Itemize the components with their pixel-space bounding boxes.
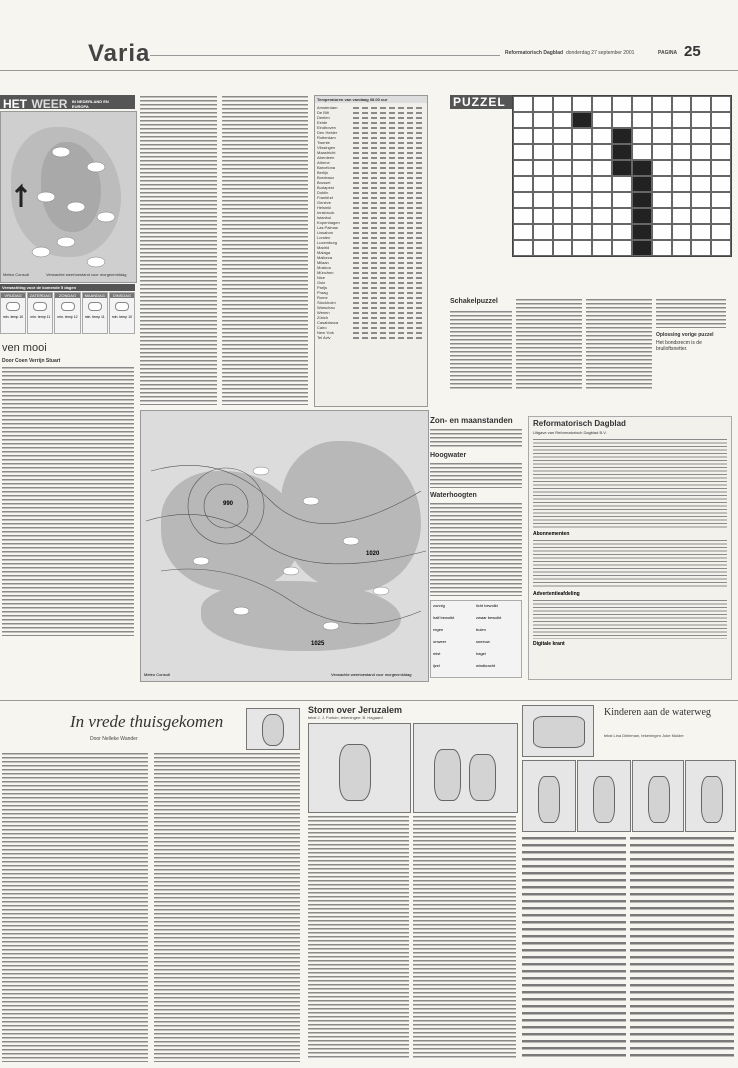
crossword-cell <box>691 96 711 112</box>
crossword-cell <box>652 112 672 128</box>
city-name: Genève <box>317 200 332 205</box>
puzzle-clues-4 <box>656 298 726 328</box>
temperature-values <box>353 272 425 274</box>
temperature-values <box>353 277 425 279</box>
crossword-cell <box>711 160 731 176</box>
outlook-day: MAANDAG min. temp 11 <box>82 292 108 334</box>
weather-text-column-2 <box>222 95 308 405</box>
city-name: Londen <box>317 235 331 240</box>
comic-panel <box>308 723 411 813</box>
crossword-cell <box>553 240 573 256</box>
crossword-cell <box>572 144 592 160</box>
crossword-cell <box>572 192 592 208</box>
header-rule <box>150 55 500 56</box>
europe-weather-map <box>140 410 429 682</box>
crossword-cell <box>672 192 692 208</box>
crossword-cell <box>711 176 731 192</box>
crossword-cell <box>711 240 731 256</box>
temperature-values <box>353 252 425 254</box>
city-name: De Bilt <box>317 110 329 115</box>
crossword-cell <box>691 224 711 240</box>
high-water-title: Hoogwater <box>430 452 467 459</box>
temperature-values <box>353 117 425 119</box>
feuilleton-author: Door Nelleke Wander <box>90 736 138 742</box>
crossword-cell <box>672 240 692 256</box>
crossword-cell <box>691 112 711 128</box>
crossword-cell <box>612 160 632 176</box>
city-name: Oslo <box>317 280 326 285</box>
comic-text-2 <box>413 815 516 1060</box>
city-name: Milaan <box>317 260 329 265</box>
crossword-cell <box>513 160 533 176</box>
kids-credit: tekst Lina Dieleman, tekeningen Joke Mulder <box>604 733 684 738</box>
crossword-cell <box>672 96 692 112</box>
crossword-cell <box>652 224 672 240</box>
city-name: Rotterdam <box>317 135 336 140</box>
europe-map-credit: Meteo Consult <box>144 672 170 677</box>
city-name: New York <box>317 330 334 335</box>
city-name: Parijs <box>317 285 328 290</box>
city-name: Warschau <box>317 305 335 310</box>
newspaper-name: Reformatorisch Dagblad <box>505 50 564 56</box>
section-title: Varia <box>88 40 151 67</box>
crossword-cell <box>652 160 672 176</box>
temperature-values <box>353 282 425 284</box>
city-name: Praag <box>317 290 328 295</box>
crossword-cell <box>553 176 573 192</box>
temperature-values <box>353 267 425 269</box>
weather-icons <box>1 112 136 282</box>
crossword-cell <box>533 192 553 208</box>
crossword-cell <box>572 208 592 224</box>
weather-title-left: HET <box>3 97 27 111</box>
crossword-cell <box>592 224 612 240</box>
weather-subtitle: IN NEDERLAND EN EUROPA <box>71 98 109 109</box>
crossword-cell <box>592 176 612 192</box>
kids-title: Kinderen aan de waterweg <box>604 707 711 718</box>
crossword-cell <box>672 160 692 176</box>
crossword-cell <box>632 240 652 256</box>
city-name: Barcelona <box>317 165 336 170</box>
crossword-cell <box>711 224 731 240</box>
crossword-cell <box>652 192 672 208</box>
map-caption: Verwachte weertoestand voor morgenmiddag <box>46 272 127 277</box>
temperature-values <box>353 207 425 209</box>
temperature-values <box>353 197 425 199</box>
crossword-cell <box>711 208 731 224</box>
city-name: Dublin <box>317 190 329 195</box>
crossword-cell <box>533 128 553 144</box>
kids-panel <box>685 760 736 832</box>
puzzle-solution-label: Oplossing vorige puzzel <box>656 332 714 338</box>
crossword-cell <box>612 208 632 224</box>
colophon-sub: Uitgave van Reformatorisch Dagblad B.V. <box>533 430 607 435</box>
cloud-icon <box>33 302 47 311</box>
temperature-values <box>353 247 425 249</box>
crossword-cell <box>533 208 553 224</box>
section-divider <box>0 700 738 701</box>
temperature-values <box>353 182 425 184</box>
crossword-cell <box>533 112 553 128</box>
crossword-cell <box>533 240 553 256</box>
temperature-values <box>353 137 425 139</box>
temperature-values <box>353 162 425 164</box>
temperature-values <box>353 152 425 154</box>
outlook-title: Verwachting voor de komende 5 dagen <box>0 284 135 291</box>
city-name: Cairo <box>317 325 327 330</box>
city-name: Den Helder <box>317 130 338 135</box>
kids-text-2 <box>630 835 734 1060</box>
colophon-text-1 <box>533 438 727 528</box>
outlook-day: ZATERDAG min. temp 11 <box>27 292 53 334</box>
city-name: Deelen <box>317 115 330 120</box>
city-name: Luxemburg <box>317 240 338 245</box>
weather-text-column-1 <box>140 95 217 405</box>
city-name: Budapest <box>317 185 334 190</box>
city-name: Malaga <box>317 250 331 255</box>
city-name: Frankfurt <box>317 195 334 200</box>
city-name: Las Palmas <box>317 225 338 230</box>
crossword-grid <box>512 95 732 257</box>
crossword-cell <box>513 240 533 256</box>
crossword-cell <box>572 240 592 256</box>
sun-moon-title: Zon- en maanstanden <box>430 416 513 425</box>
crossword-cell <box>652 176 672 192</box>
temperature-values <box>353 257 425 259</box>
pressure-label: 990 <box>223 501 234 507</box>
temperature-values <box>353 177 425 179</box>
pressure-label: 1025 <box>311 641 325 647</box>
page-number: 25 <box>684 43 701 60</box>
crossword-cell <box>533 160 553 176</box>
crossword-cell <box>652 96 672 112</box>
temperature-values <box>353 232 425 234</box>
crossword-cell <box>691 192 711 208</box>
city-name: Kopenhagen <box>317 220 340 225</box>
crossword-cell <box>513 112 533 128</box>
water-levels-title: Waterhoogten <box>430 492 477 499</box>
crossword-cell <box>691 160 711 176</box>
cloud-icon <box>6 302 20 311</box>
water-levels-text <box>430 502 522 596</box>
city-name: Maastricht <box>317 150 336 155</box>
advertising-title: Advertentieafdeling <box>533 591 580 597</box>
crossword-cell <box>711 192 731 208</box>
crossword-cell <box>513 128 533 144</box>
crossword-cell <box>612 240 632 256</box>
crossword-cell <box>632 176 652 192</box>
crossword-cell <box>592 192 612 208</box>
temperature-row <box>317 335 425 340</box>
crossword-cell <box>513 208 533 224</box>
temperature-values <box>353 237 425 239</box>
crossword-cell <box>592 240 612 256</box>
crossword-cell <box>691 176 711 192</box>
temperature-values <box>353 242 425 244</box>
city-name: Zürich <box>317 315 329 320</box>
map-credit: Meteo Consult <box>3 272 29 277</box>
temperature-values <box>353 337 425 339</box>
crossword-cell <box>553 112 573 128</box>
city-name: Twente <box>317 140 330 145</box>
temperature-values <box>353 302 425 304</box>
crossword-cell <box>632 224 652 240</box>
weather-title-right: WEER <box>31 97 68 111</box>
temperature-values <box>353 317 425 319</box>
puzzle-clues-3 <box>586 298 652 390</box>
europe-map-caption: Verwachte weertoestand voor morgenmiddag <box>331 672 412 677</box>
kids-column <box>522 705 734 1062</box>
crossword-cell <box>632 160 652 176</box>
city-name: Athene <box>317 160 330 165</box>
crossword-cell <box>572 224 592 240</box>
kids-panel <box>522 760 576 832</box>
city-name: Istanbul <box>317 215 332 220</box>
crossword-cell <box>533 176 553 192</box>
crossword-cell <box>612 176 632 192</box>
crossword-cell <box>513 144 533 160</box>
colophon-text-2 <box>533 539 727 589</box>
crossword-cell <box>572 176 592 192</box>
crossword-cell <box>672 176 692 192</box>
city-name: Bordeaux <box>317 175 335 180</box>
temperature-values <box>353 187 425 189</box>
crossword-cell <box>513 96 533 112</box>
crossword-cell <box>553 96 573 112</box>
crossword-cell <box>592 208 612 224</box>
colophon-text-3 <box>533 599 727 639</box>
city-name: Aberdeen <box>317 155 335 160</box>
temperature-values <box>353 192 425 194</box>
crossword-cell <box>632 144 652 160</box>
crossword-cell <box>553 192 573 208</box>
crossword-cell <box>592 112 612 128</box>
crossword-cell <box>553 224 573 240</box>
colophon-box <box>528 416 732 680</box>
city-name: Wenen <box>317 310 330 315</box>
crossword-cell <box>533 224 553 240</box>
temperature-values <box>353 287 425 289</box>
temperature-values <box>353 202 425 204</box>
city-name: Tel Aviv <box>317 335 331 340</box>
crossword-cell <box>533 96 553 112</box>
outlook-day: DINSDAG min. temp 10 <box>109 292 135 334</box>
crossword-cell <box>672 144 692 160</box>
city-name: Madrid <box>317 245 330 250</box>
crossword-cell <box>691 240 711 256</box>
crossword-cell <box>632 208 652 224</box>
city-name: Moskou <box>317 265 332 270</box>
crossword-cell <box>672 112 692 128</box>
crossword-cell <box>652 144 672 160</box>
comic-panel <box>413 723 518 813</box>
crossword-cell <box>652 208 672 224</box>
crossword-cell <box>612 128 632 144</box>
temperature-values <box>353 147 425 149</box>
header-bottom-rule <box>0 70 738 71</box>
feuilleton-illustration <box>246 708 300 750</box>
crossword-cell <box>711 144 731 160</box>
puzzle-solution-text: Het bondsrecm is de bruiloftsnetter. <box>656 340 702 352</box>
city-name: Nice <box>317 275 326 280</box>
feuilleton-title: In vrede thuisgekomen <box>70 712 224 731</box>
city-name: Eelde <box>317 120 328 125</box>
page-label: PAGINA <box>658 50 678 56</box>
crossword-cell <box>612 96 632 112</box>
crossword-cell <box>592 160 612 176</box>
high-water-text <box>430 462 522 488</box>
kids-panel <box>577 760 631 832</box>
weather-legend: zonnig licht bewolkt half bewolkt zwaar bewolkt regen buien onweer sneeuw mist hagel ijzel windkracht <box>430 600 522 678</box>
outlook-day: VRIJDAG min. temp 10 <box>0 292 26 334</box>
crossword-cell <box>612 112 632 128</box>
crossword-cell <box>513 224 533 240</box>
temperature-values <box>353 107 425 109</box>
crossword-cell <box>513 192 533 208</box>
crossword-cell <box>592 144 612 160</box>
crossword-cell <box>592 96 612 112</box>
temperature-values <box>353 307 425 309</box>
temperature-values <box>353 212 425 214</box>
crossword-cell <box>652 240 672 256</box>
colophon-title: Reformatorisch Dagblad <box>533 419 626 428</box>
city-name: Amsterdam <box>317 105 338 110</box>
sun-moon-text <box>430 428 522 448</box>
crossword-cell <box>632 96 652 112</box>
temperature-values <box>353 312 425 314</box>
temperature-table-title: Temperaturen van vandaag 08.00 uur <box>315 96 427 103</box>
puzzle-subtitle: Schakelpuzzel <box>450 298 498 305</box>
weather-article-text <box>2 366 134 636</box>
city-name: Helsinki <box>317 205 332 210</box>
crossword-cell <box>572 96 592 112</box>
crossword-cell <box>553 208 573 224</box>
crossword-cell <box>553 128 573 144</box>
weather-byline: Door Coen Verrijn Stuart <box>2 358 61 364</box>
cloud-icon <box>115 302 129 311</box>
city-name: München <box>317 270 334 275</box>
temperature-values <box>353 122 425 124</box>
temperature-values <box>353 142 425 144</box>
crossword-cell <box>572 112 592 128</box>
crossword-cell <box>672 128 692 144</box>
crossword-cell <box>711 112 731 128</box>
crossword-cell <box>691 144 711 160</box>
crossword-cell <box>632 192 652 208</box>
city-name: Brussel <box>317 180 331 185</box>
feuilleton-column-2 <box>154 752 300 1062</box>
crossword-cell <box>612 144 632 160</box>
crossword-cell <box>553 160 573 176</box>
crossword-cell <box>691 208 711 224</box>
kids-header-illustration <box>522 705 594 757</box>
puzzle-clues-1 <box>450 310 512 390</box>
crossword-cell <box>513 176 533 192</box>
digital-title: Digitale krant <box>533 641 565 647</box>
crossword-cell <box>632 112 652 128</box>
cloud-icon <box>61 302 75 311</box>
temperature-values <box>353 132 425 134</box>
crossword-cell <box>612 192 632 208</box>
crossword-cell <box>632 128 652 144</box>
crossword-cell <box>572 128 592 144</box>
comic-credit: tekst J. J. Fortuin, tekeningen: B. Hagaard <box>308 715 383 720</box>
crossword-cell <box>672 224 692 240</box>
temperature-values <box>353 332 425 334</box>
comic-text-1 <box>308 815 409 1060</box>
temperature-values <box>353 262 425 264</box>
temperature-values <box>353 127 425 129</box>
pressure-label: 1020 <box>366 551 380 557</box>
isobars <box>141 411 428 681</box>
puzzle-clues-2 <box>516 298 582 390</box>
temperature-rows <box>315 103 427 342</box>
temperature-values <box>353 167 425 169</box>
kids-text-1 <box>522 835 626 1060</box>
netherlands-weather-map <box>0 111 137 283</box>
crossword-cell <box>652 128 672 144</box>
crossword-cell <box>672 208 692 224</box>
city-name: Lissabon <box>317 230 334 235</box>
temperature-values <box>353 217 425 219</box>
temperature-values <box>353 172 425 174</box>
temperature-values <box>353 292 425 294</box>
temperature-values <box>353 322 425 324</box>
weather-heading: ven mooi <box>2 342 47 354</box>
comic-strip <box>308 705 516 1062</box>
crossword-cell <box>572 160 592 176</box>
city-name: Stockholm <box>317 300 336 305</box>
crossword-cell <box>711 96 731 112</box>
crossword-cell <box>691 128 711 144</box>
crossword-cell <box>592 128 612 144</box>
temperature-table <box>314 95 428 407</box>
crossword-cell <box>711 128 731 144</box>
subscriptions-title: Abonnementen <box>533 531 570 537</box>
city-name: Mallorca <box>317 255 333 260</box>
weather-title-bar <box>0 95 135 109</box>
temperature-values <box>353 157 425 159</box>
issue-date: donderdag 27 september 2001 <box>566 50 635 56</box>
outlook-day: ZONDAG min. temp 12 <box>54 292 80 334</box>
temperature-values <box>353 222 425 224</box>
temperature-values <box>353 227 425 229</box>
temperature-values <box>353 327 425 329</box>
puzzle-title: PUZZEL <box>450 95 512 109</box>
temperature-values <box>353 112 425 114</box>
crossword-cell <box>553 144 573 160</box>
crossword-cell <box>533 144 553 160</box>
feuilleton-column-1 <box>2 752 148 1062</box>
city-name: Eindhoven <box>317 125 336 130</box>
city-name: Vlissingen <box>317 145 336 150</box>
temperature-values <box>353 297 425 299</box>
city-name: Casablanca <box>317 320 339 325</box>
cloud-icon <box>88 302 102 311</box>
crossword-cell <box>612 224 632 240</box>
city-name: Rome <box>317 295 328 300</box>
outlook-row <box>0 292 135 334</box>
city-name: Berlijn <box>317 170 329 175</box>
city-name: Innsbruck <box>317 210 335 215</box>
kids-panel <box>632 760 684 832</box>
comic-title: Storm over Jeruzalem <box>308 705 403 715</box>
